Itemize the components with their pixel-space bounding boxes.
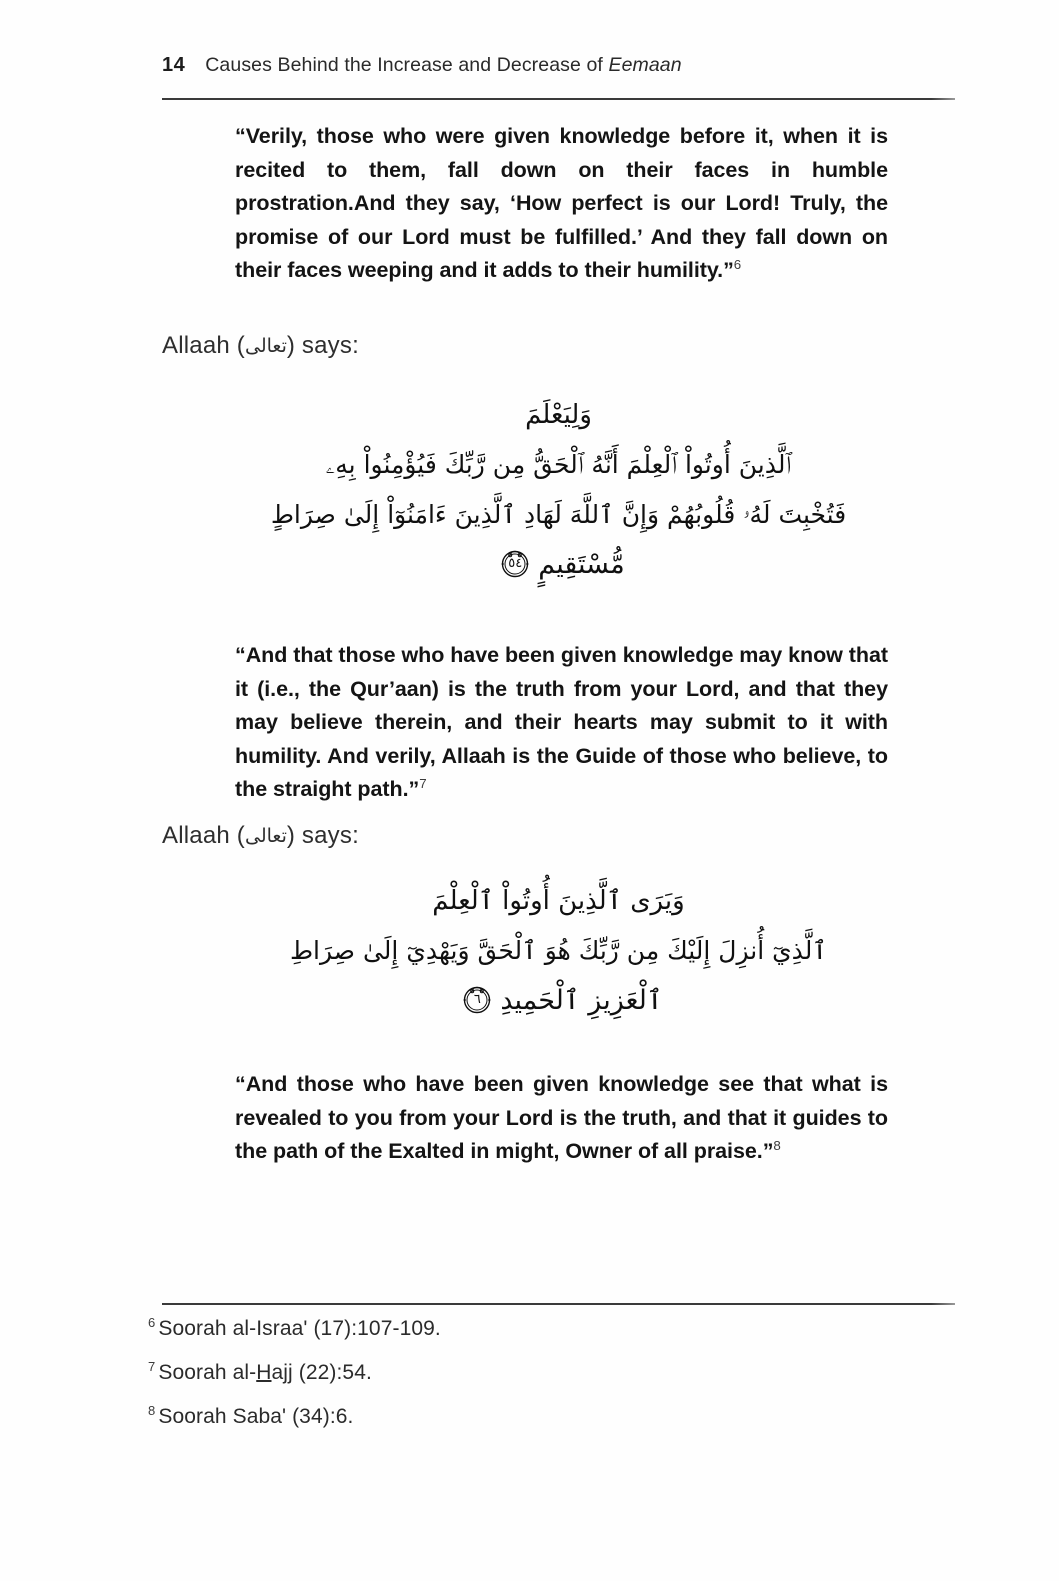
ayah-line: فَتُخْبِتَ لَهُۥ قُلُوبُهُمْ وَإِنَّ ٱللَّهَ لَهَادِ ٱلَّذِينَ ءَامَنُوٓاْ إِلَىٰ صِرَاطٍ (270, 500, 847, 529)
quote-block (235, 120, 888, 288)
footnote-item (148, 1403, 948, 1428)
quote-text: “And those who have been given knowledge see that what is revealed to you from your Lord is the truth, and that it guides to the path of the Exalted in might, Owner of all praise.” (235, 1072, 888, 1163)
footnote-text: Soorah Saba' (34):6. (158, 1405, 354, 1428)
footnote-text: Soorah al- (158, 1361, 257, 1384)
attribution-line (162, 332, 359, 360)
verse-end-marker-icon (460, 982, 494, 1016)
arabic-honorific: تعالى (244, 825, 287, 847)
quote-text: “Verily, those who were given knowledge before it, when it is recited to them, fall down on their faces in humble prostration.And they say, ‘How perfect is our Lord! Truly, the promise of our Lord must be fulfilled.’ And they fall down on their faces weeping and it adds to their humility.” (235, 124, 888, 282)
verse-end-marker-icon (498, 546, 532, 580)
ayah-line-text: ٱلْعَزِيزِ ٱلْحَمِيدِ (500, 985, 663, 1016)
header-title-italic: Eemaan (608, 54, 682, 76)
footnote-item (148, 1359, 948, 1384)
quote-text: “And that those who have been given knowledge may know that it (i.e., the Qur’aan) is the truth from your Lord, and that they may believe therein, and their hearts may submit to it with humility. And verily, Allaah is the Guide of those who believe, to the straight path.” (235, 643, 888, 801)
arabic-honorific: تعالى (244, 335, 287, 357)
ayah-final-line (162, 540, 955, 590)
page-number: 14 (162, 54, 186, 76)
header-rule (162, 98, 955, 100)
ayah-line: وَلِيَعْلَمَ (525, 400, 592, 430)
footnote-marker: 8 (148, 1403, 156, 1418)
ayah-final-line (162, 976, 955, 1026)
ayah-line: ٱلَّذِيٓ أُنزِلَ إِلَيْكَ مِن رَّبِّكَ هُوَ ٱلْحَقَّ وَيَهْدِيٓ إِلَىٰ صِرَاطِ (289, 936, 828, 965)
ayah-line: ٱلَّذِينَ أُوتُواْ ٱلْعِلْمَ أَنَّهُ ٱلْحَقُّ مِن رَّبِّكَ فَيُؤْمِنُواْ بِهِۦ (325, 450, 792, 479)
footnote-text-underlined: H (256, 1361, 272, 1384)
footnote-reference[interactable]: 8 (773, 1137, 781, 1153)
verse-number: ٥٤ (508, 556, 523, 571)
footnote-list (148, 1315, 948, 1450)
footnote-marker: 6 (148, 1315, 156, 1330)
attribution-prefix: Allaah ( (162, 822, 245, 849)
running-header (162, 54, 955, 77)
footnote-separator (162, 1303, 955, 1305)
ayah-line-text: مُّسْتَقِيمٍ (538, 549, 625, 580)
quote-block (235, 639, 888, 807)
verse-number: ٦ (473, 992, 481, 1007)
footnote-text-tail: ajj (22):54. (271, 1361, 372, 1384)
header-title (205, 54, 681, 77)
footnote-reference[interactable]: 6 (733, 256, 742, 272)
footnote-item (148, 1315, 948, 1340)
quranic-passage (162, 876, 955, 1026)
attribution-suffix: ) says: (286, 822, 359, 849)
ayah-line: وَيَرَى ٱلَّذِينَ أُوتُواْ ٱلْعِلْمَ (432, 886, 685, 916)
quote-block (235, 1068, 888, 1169)
header-title-plain: Causes Behind the Increase and Decrease of (205, 54, 609, 76)
quranic-passage (162, 390, 955, 590)
footnote-reference[interactable]: 7 (419, 775, 427, 791)
attribution-prefix: Allaah ( (162, 332, 245, 359)
footnote-text: Soorah al-Israa' (17):107-109. (158, 1317, 441, 1340)
footnote-marker: 7 (148, 1359, 156, 1374)
attribution-line (162, 822, 359, 850)
attribution-suffix: ) says: (286, 332, 359, 359)
